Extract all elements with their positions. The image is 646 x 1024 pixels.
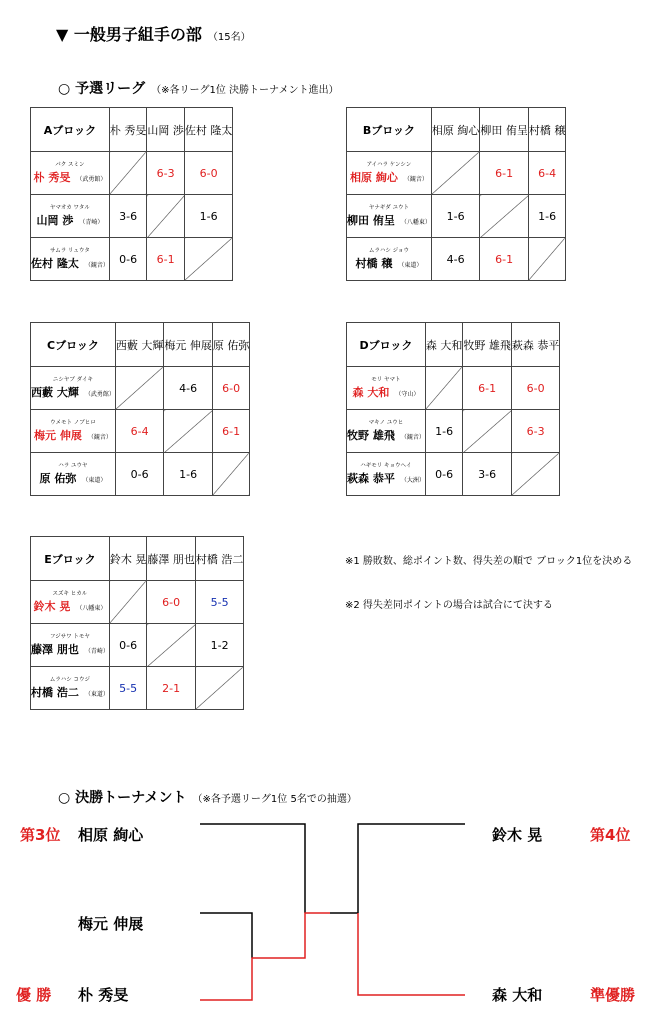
note-1: ※1 勝敗数、総ポイント数、得失差の順で ブロック1位を決める [345,556,633,567]
player-kana: ヤナギダ ユウト [368,204,410,211]
score-cell: 1-6 [528,195,566,238]
player-name: 西藪 大輝 [31,385,79,399]
player-name: 原 佑弥 [39,471,77,485]
page-title: ▼ 一般男子組手の部 （15名） [56,25,251,44]
player-name: 萩森 恭平 [347,471,395,485]
score-cell: 0-6 [109,238,147,281]
score-cell: 2-1 [147,667,196,710]
final-heading: ○ 決勝トーナメント （※各予選リーグ1位 5名での抽選） [58,790,357,806]
player-kana: モリ ヤマト [371,376,401,383]
note-2: ※2 得失差同ポイントの場合は試合にて決する [345,600,553,611]
score-cell: 6-0 [184,152,233,195]
label-fourth: 第4位 [590,826,631,844]
column-header: 佐村 隆太 [184,108,233,152]
score-cell: 0-6 [109,624,147,667]
score-cell: 6-1 [480,152,529,195]
player-name: 相原 絢心 [350,170,398,184]
column-header: 萩森 恭平 [511,323,560,367]
player-affiliation: （守山） [395,390,420,398]
bracket-name: 梅元 伸展 [78,915,144,933]
score-cell: 6-1 [212,410,250,453]
score-cell: 6-3 [511,410,560,453]
player-affiliation: （青崎） [84,647,109,655]
column-header: 西藪 大輝 [115,323,164,367]
player-name: 牧野 雄飛 [347,428,395,442]
player-name: 梅元 伸展 [34,428,82,442]
player-kana: サムラ リュウタ [50,247,90,254]
score-cell: 6-0 [511,367,560,410]
block-name: Dブロック [347,323,426,367]
block-name: Cブロック [31,323,116,367]
player-kana: ウメモト ノブヒロ [50,419,96,426]
column-header: 村橋 浩二 [195,537,244,581]
player-name: 朴 秀旻 [33,170,71,184]
prelim-heading: ○ 予選リーグ （※各リーグ1位 決勝トーナメント進出） [58,81,339,97]
player-kana: マキノ ユウヒ [368,419,404,426]
column-header: 梅元 伸展 [164,323,213,367]
player-kana: ハギモリ キョウヘイ [360,462,412,469]
bracket-name: 朴 秀旻 [78,986,129,1004]
player-kana: ヤマオカ ワタル [49,204,90,211]
player-name: 佐村 隆太 [31,256,79,270]
score-cell: 6-3 [147,152,185,195]
player-name: 山岡 渉 [36,213,74,227]
score-cell: 6-0 [212,367,250,410]
score-cell: 0-6 [115,453,164,496]
player-kana: ムラハシ ジョウ [368,247,409,254]
bracket-line-win1 [200,913,330,1000]
bracket-name: 相原 絢心 [78,826,144,844]
player-affiliation: （八幡東） [400,218,431,226]
bracket-line-r1 [358,824,465,913]
score-cell: 6-1 [147,238,185,281]
player-affiliation: （青崎） [79,218,104,226]
player-affiliation: （東道） [398,261,423,269]
player-kana: フジサワ トモヤ [49,633,90,640]
score-cell: 1-6 [431,195,480,238]
column-header: 鈴木 晃 [109,537,147,581]
player-kana: ニシヤブ ダイキ [52,376,93,383]
column-header: 柳田 侑呈 [480,108,529,152]
player-affiliation: （大洲） [400,476,425,484]
score-cell: 1-6 [164,453,213,496]
bracket-line-win2 [358,913,465,995]
score-cell: 1-6 [425,410,463,453]
column-header: 相原 絢心 [431,108,480,152]
player-affiliation: （東道） [84,690,109,698]
label-third: 第3位 [20,826,61,844]
score-cell: 4-6 [164,367,213,410]
player-kana: パク スミン [55,161,85,168]
column-header: 山岡 渉 [147,108,185,152]
player-kana: アイハラ ケンシン [366,161,412,168]
block-name: Aブロック [31,108,110,152]
bracket-name: 森 大和 [492,986,543,1004]
player-kana: スズキ ヒカル [52,590,88,597]
player-affiliation: （観音） [84,261,109,269]
column-header: 森 大和 [425,323,463,367]
block-name: Bブロック [347,108,432,152]
block-name: Eブロック [31,537,110,581]
player-affiliation: （観音） [400,433,425,441]
score-cell: 5-5 [195,581,244,624]
player-name: 鈴木 晃 [33,599,71,613]
column-header: 藤澤 朋也 [147,537,196,581]
score-cell: 6-1 [463,367,512,410]
player-affiliation: （東道） [82,476,107,484]
player-name: 柳田 侑呈 [347,213,395,227]
score-cell: 6-0 [147,581,196,624]
column-header: 原 佑弥 [212,323,250,367]
label-runner-up: 準優勝 [590,986,636,1004]
player-affiliation: （武勇館） [76,175,107,183]
bracket-name: 鈴木 晃 [492,826,543,844]
player-name: 森 大和 [352,385,390,399]
score-cell: 1-6 [184,195,233,238]
column-header: 朴 秀旻 [109,108,147,152]
score-cell: 6-1 [480,238,529,281]
player-name: 村橋 浩二 [31,685,79,699]
score-cell: 0-6 [425,453,463,496]
score-cell: 6-4 [528,152,566,195]
player-affiliation: （観音） [87,433,112,441]
player-affiliation: （武勇館） [84,390,115,398]
score-cell: 3-6 [463,453,512,496]
score-cell: 5-5 [109,667,147,710]
player-name: 藤澤 朋也 [31,642,79,656]
player-name: 村橋 穣 [355,256,393,270]
bracket-line-p1 [200,824,305,913]
player-affiliation: （八幡東） [76,604,107,612]
player-kana: ムラハシ コウジ [49,676,91,683]
bracket-line-p2 [200,913,252,958]
score-cell: 6-4 [115,410,164,453]
column-header: 村橋 穣 [528,108,566,152]
player-kana: ハラ ユウヤ [58,462,88,469]
score-cell: 1-2 [195,624,244,667]
column-header: 牧野 雄飛 [463,323,512,367]
label-champion: 優 勝 [16,986,52,1004]
score-cell: 4-6 [431,238,480,281]
score-cell: 3-6 [109,195,147,238]
player-affiliation: （観音） [403,175,428,183]
